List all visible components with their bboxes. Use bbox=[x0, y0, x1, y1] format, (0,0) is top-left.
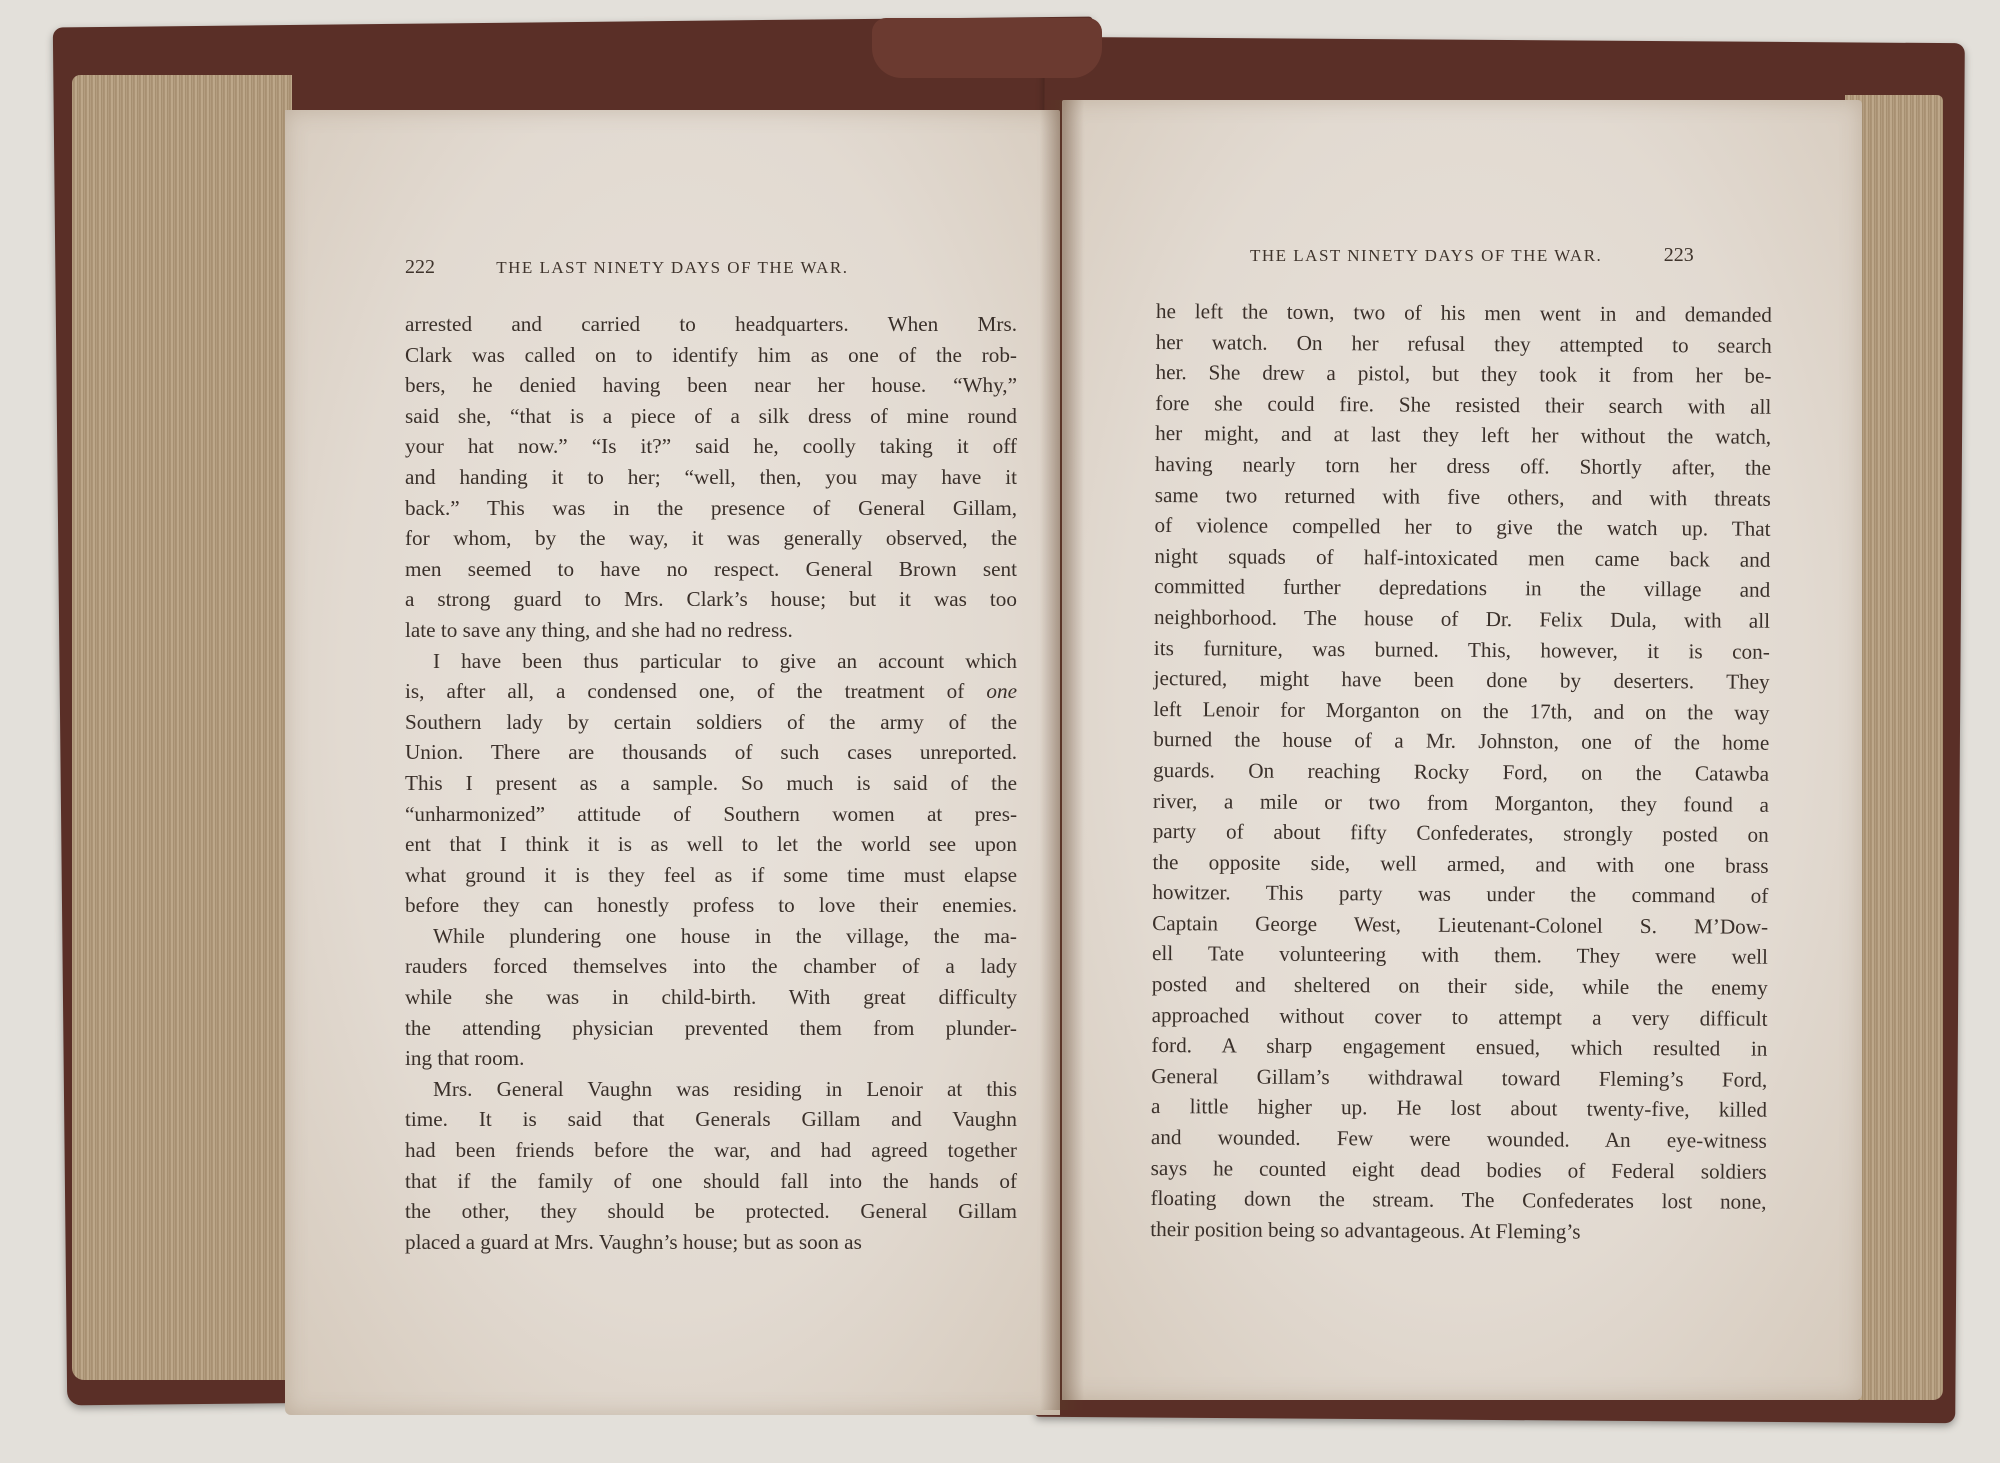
text-line: the other, they should be protected. General Gillam bbox=[405, 1199, 1017, 1224]
right-running-head: THE LAST NINETY DAYS OF THE WAR. bbox=[1250, 246, 1603, 265]
book-gutter bbox=[1040, 100, 1084, 1410]
text-line: says he counted eight dead bodies of Federal soldiers bbox=[1150, 1155, 1767, 1184]
text-line: for whom, by the way, it was generally observed, the bbox=[405, 526, 1017, 551]
text-line: its furniture, was burned. This, however, it is con- bbox=[1153, 635, 1770, 664]
text-line: their position being so advantageous. At Fleming’s bbox=[1150, 1216, 1581, 1244]
text-line: night squads of half-intoxicated men came back and bbox=[1154, 543, 1771, 572]
text-line: placed a guard at Mrs. Vaughn’s house; but as soon as bbox=[405, 1229, 862, 1254]
text-line: having nearly torn her dress off. Shortly after, the bbox=[1154, 451, 1772, 480]
text-line: is, after all, a condensed one, of the treatment of one bbox=[405, 679, 1017, 704]
text-line: committed further depredations in the village and bbox=[1154, 574, 1771, 603]
text-line: the attending physician prevented them from plunder- bbox=[405, 1015, 1017, 1040]
text-line: floating down the stream. The Confederates lost none, bbox=[1150, 1186, 1767, 1214]
text-line: and handing it to her; “well, then, you may have it bbox=[405, 464, 1017, 489]
text-line: ent that I think it is as well to let the world see upon bbox=[405, 832, 1017, 857]
text-line: While plundering one house in the village, the ma- bbox=[433, 923, 1017, 948]
text-line: a little higher up. He lost about twenty-five, killed bbox=[1150, 1094, 1768, 1123]
page-edges-left bbox=[72, 75, 292, 1380]
text-line: party of about fifty Confederates, strongly posted on bbox=[1152, 819, 1769, 847]
text-line: while she was in child-birth. With great difficulty bbox=[405, 985, 1017, 1010]
text-line: approached without cover to attempt a very difficult bbox=[1151, 1002, 1768, 1031]
torn-spine bbox=[872, 18, 1102, 78]
text-line: what ground it is they feel as if some time must elapse bbox=[405, 862, 1017, 887]
text-line: I have been thus particular to give an account which bbox=[433, 648, 1017, 673]
text-line: Clark was called on to identify him as one of the rob- bbox=[405, 342, 1017, 367]
text-line: back.” This was in the presence of General Gillam, bbox=[405, 495, 1017, 520]
text-line: men seemed to have no respect. General Brown sent bbox=[405, 556, 1017, 581]
right-page-number: 223 bbox=[1663, 244, 1694, 266]
text-line: that if the family of one should fall into the hands of bbox=[405, 1168, 1017, 1193]
text-line: Union. There are thousands of such cases unreported. bbox=[405, 740, 1017, 765]
text-line: neighborhood. The house of Dr. Felix Dula, with all bbox=[1153, 604, 1771, 633]
text-line: fore she could fire. She resisted their search with all bbox=[1155, 390, 1772, 419]
left-running-head: THE LAST NINETY DAYS OF THE WAR. bbox=[496, 258, 849, 277]
text-line: Captain George West, Lieutenant-Colonel S. M’Dow- bbox=[1152, 910, 1769, 939]
right-page-text bbox=[1150, 296, 1772, 1248]
right-page-header bbox=[1250, 244, 1694, 267]
text-line: guards. On reaching Rocky Ford, on the Catawba bbox=[1153, 757, 1770, 786]
text-line: arrested and carried to headquarters. When Mrs. bbox=[405, 312, 1017, 336]
emphasis: one bbox=[986, 679, 1017, 704]
text-line: “unharmonized” attitude of Southern women at pres- bbox=[405, 801, 1017, 826]
text-line: rauders forced themselves into the chamber of a lady bbox=[405, 954, 1017, 979]
text-line: her might, and at last they left her without the watch, bbox=[1155, 421, 1772, 450]
text-line: river, a mile or two from Morganton, they found a bbox=[1152, 788, 1769, 817]
text-line: her. She drew a pistol, but they took it from her be- bbox=[1155, 360, 1772, 388]
text-line: a strong guard to Mrs. Clark’s house; but it was too bbox=[405, 587, 1017, 612]
text-line: ell Tate volunteering with them. They were well bbox=[1151, 941, 1769, 970]
text-line: howitzer. This party was under the command of bbox=[1152, 880, 1769, 909]
left-page-text bbox=[405, 309, 1017, 1257]
text-line: burned the house of a Mr. Johnston, one of the home bbox=[1153, 727, 1770, 756]
text-line: General Gillam’s withdrawal toward Fleming’s Ford, bbox=[1151, 1063, 1768, 1092]
text-line: jectured, might have been done by deserters. They bbox=[1153, 666, 1770, 694]
text-line: Southern lady by certain soldiers of the army of the bbox=[405, 709, 1017, 734]
text-line: the opposite side, well armed, and with one brass bbox=[1152, 849, 1769, 878]
text-line: bers, he denied having been near her house. “Why,” bbox=[405, 373, 1017, 398]
text-line: and wounded. Few were wounded. An eye-witness bbox=[1150, 1125, 1767, 1153]
text-line: late to save any thing, and she had no redress. bbox=[405, 617, 793, 642]
text-line: left Lenoir for Morganton on the 17th, and on the way bbox=[1153, 696, 1770, 725]
text-line: ing that room. bbox=[405, 1046, 525, 1071]
text-line: Mrs. General Vaughn was residing in Lenoir at this bbox=[433, 1076, 1017, 1101]
left-page-header bbox=[405, 256, 849, 279]
text-line: This I present as a sample. So much is said of the bbox=[405, 770, 1017, 795]
text-line: same two returned with five others, and with threats bbox=[1154, 482, 1771, 511]
text-line: ford. A sharp engagement ensued, which resulted in bbox=[1151, 1033, 1768, 1061]
text-line: before they can honestly profess to love their enemies. bbox=[405, 893, 1017, 918]
left-page-number: 222 bbox=[405, 256, 435, 278]
text-line: he left the town, two of his men went in and demanded bbox=[1155, 298, 1772, 327]
text-line: her watch. On her refusal they attempted to search bbox=[1155, 329, 1772, 358]
text-line: said she, “that is a piece of a silk dress of mine round bbox=[405, 403, 1017, 428]
text-line: posted and sheltered on their side, while the enemy bbox=[1151, 972, 1768, 1000]
text-line: had been friends before the war, and had agreed together bbox=[405, 1138, 1017, 1163]
text-line: of violence compelled her to give the watch up. That bbox=[1154, 513, 1771, 541]
text-line: your hat now.” “Is it?” said he, coolly taking it off bbox=[405, 434, 1017, 459]
text-line: time. It is said that Generals Gillam and Vaughn bbox=[405, 1107, 1017, 1132]
